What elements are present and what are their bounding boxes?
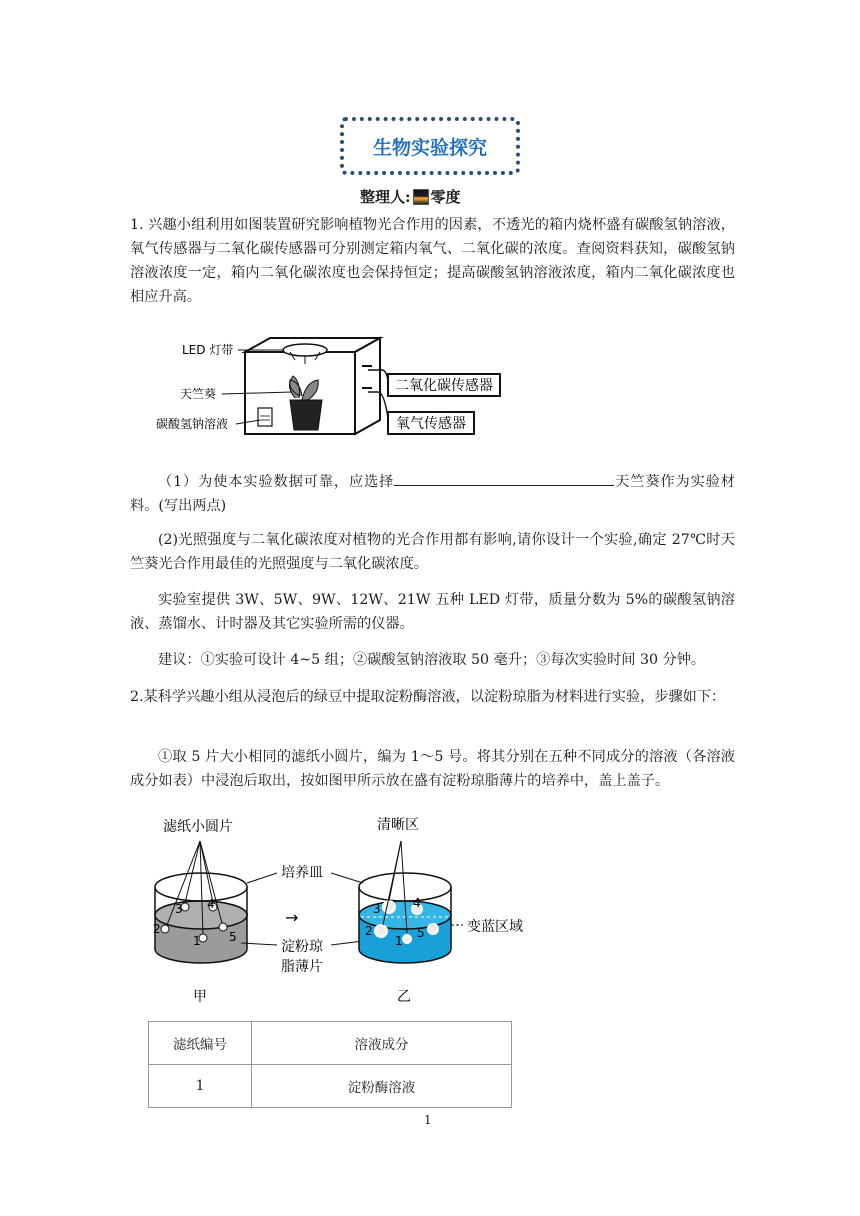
sunset-icon: [413, 189, 429, 205]
dish-label: 培养皿: [281, 865, 323, 881]
editor-label: 整理人:: [360, 188, 411, 206]
clear-label: 清晰区: [377, 817, 419, 833]
table-row: [149, 1065, 512, 1108]
editor-line: [360, 186, 540, 207]
arrow-icon: →: [285, 908, 299, 927]
num-5-right: 5: [417, 926, 425, 940]
num-3-left: 3: [175, 902, 183, 916]
table-header-row: [149, 1022, 512, 1065]
agar-label-2: 脂薄片: [281, 959, 323, 975]
blue-label: 变蓝区域: [467, 919, 523, 935]
co2-sensor-label: 二氧化碳传感器: [395, 378, 493, 394]
num-2-right: 2: [365, 924, 373, 938]
editor-name: 零度: [430, 188, 461, 206]
table-header: 滤纸编号: [149, 1022, 252, 1065]
table-header: 溶液成分: [252, 1022, 512, 1065]
num-1-right: 1: [395, 934, 403, 948]
q2-step1: ①取 5 片大小相同的滤纸小圆片，编为 1～5 号。将其分别在五种不同成分的溶液（各溶液成分如表）中浸泡后取出，按如图甲所示放在盛有淀粉琼脂薄片的培养中，盖上盖子。: [130, 749, 735, 789]
o2-sensor-label: 氧气传感器: [396, 416, 466, 432]
page-title: 生物实验探究: [372, 136, 487, 159]
plant-label: 天竺葵: [180, 387, 217, 401]
led-label: LED 灯带: [182, 343, 234, 357]
q1-intro: 1. 兴趣小组利用如图装置研究影响植物光合作用的因素，不透光的箱内烧杯盛有碳酸氢钠溶液，氧气传感器与二氧化碳传感器可分别测定箱内氧气、二氧化碳的浓度。查阅资料获知，碳酸氢钠溶液浓度一定，箱内二氧化碳浓度也会保持恒定；提高碳酸氢钠溶液浓度，箱内二氧化碳浓度也相应升高。: [130, 217, 735, 305]
num-1-left: 1: [193, 934, 201, 948]
title-box: [340, 117, 520, 175]
solution-label: 碳酸氢钠溶液: [156, 417, 229, 431]
num-5-left: 5: [229, 930, 237, 944]
num-3-right: 3: [373, 902, 381, 916]
agar-label-1: 淀粉琼: [281, 939, 323, 955]
q1-suggestion: 建议：①实验可设计 4~5 组；②碳酸氢钠溶液取 50 毫升；③每次实验时间 30 分钟。: [158, 652, 706, 668]
right-caption: 乙: [397, 989, 411, 1005]
pot: [290, 400, 322, 430]
q1-lab-supply: 实验室提供 3W、5W、9W、12W、21W 五种 LED 灯带，质量分数为 5%的碳酸氢钠溶液、蒸馏水、计时器及其它实验所需的仪器。: [130, 592, 735, 632]
solution-table: [148, 1021, 512, 1108]
q2-intro: 2.某科学兴趣小组从浸泡后的绿豆中提取淀粉酶溶液，以淀粉琼脂为材料进行实验，步骤如下：: [130, 689, 726, 705]
apparatus-figure: [150, 330, 510, 440]
q1-sub2: (2)光照强度与二氧化碳浓度对植物的光合作用都有影响,请你设计一个实验,确定 27℃时天竺葵光合作用最佳的光照强度与二氧化碳浓度。: [130, 532, 735, 572]
answer-blank[interactable]: [394, 471, 614, 486]
table-cell: 1: [149, 1065, 252, 1108]
led-ring: [283, 344, 327, 356]
table-cell: 淀粉酶溶液: [252, 1065, 512, 1108]
filter-label: 滤纸小圆片: [163, 819, 233, 835]
num-4-left: 4: [207, 897, 215, 911]
left-caption: 甲: [193, 989, 207, 1005]
num-2-left: 2: [153, 922, 161, 936]
q1-sub1: [130, 470, 735, 518]
num-4-right: 4: [413, 896, 421, 910]
q1-sub1-after: 天竺葵作为实验材料。(写出两点): [130, 474, 735, 514]
box-side: [355, 338, 380, 434]
petri-figure: [145, 805, 545, 1010]
page-number: 1: [424, 1113, 432, 1127]
beaker-icon: [258, 408, 272, 426]
q1-sub1-before: （1）为使本实验数据可靠，应选择: [158, 474, 395, 490]
